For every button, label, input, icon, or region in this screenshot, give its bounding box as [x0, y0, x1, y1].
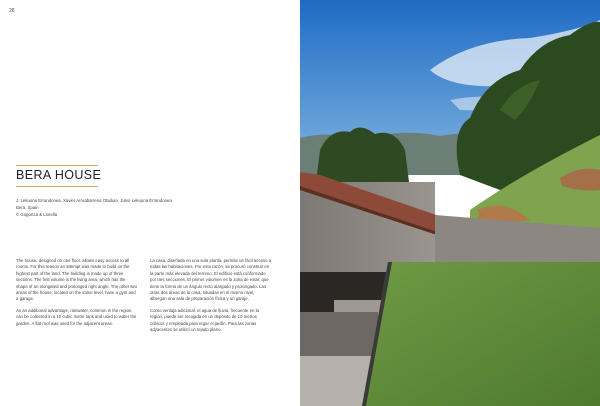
english-paragraph: As an additional advantage, rainwater, common in the region, can be collected in a 10 cubic metre tank and used to water the garden. A flat roof was used for the adjacent areas. [16, 307, 137, 326]
credits-block [16, 197, 172, 218]
spanish-text-column [150, 258, 272, 338]
project-title: BERA HOUSE [16, 168, 102, 182]
architects-credit: J. Lekuona Errandonea, Xavier Arruabarrena Otaduia, Julen Lekuona Errandonea [16, 198, 172, 203]
photographer-credit: © Gogortza & Llorella [16, 212, 58, 217]
title-rule-bottom [16, 186, 98, 187]
page-number: 28 [9, 8, 15, 14]
title-rule-top [16, 165, 98, 166]
spanish-paragraph: Como ventaja adicional, el agua de lluvia, frecuente en la región, puede ser recogida en un depósito de 10 metros cúbicos y empleada para regar el jardín. Para las zonas adyacentes se utilizó un tejado plano. [150, 307, 259, 333]
spanish-paragraph: La casa, diseñada en una sola planta, permite un fácil acceso a todas las habitaciones. Por esta razón, se procuró construir en la parte más elevada del terreno. El edificio está conformado por tres secciones. El primer volumen es la zona de estar, que tiene la forma de un ángulo recto alargado y prolongado. Las otras dos áreas de la casa, situadas en el mismo nivel, albergan una sala de preparación física y un garaje. [150, 258, 272, 302]
house-photo-illustration [300, 0, 600, 406]
english-paragraph: The house, designed on one floor, allows easy access to all rooms. For this reason an attempt was made to build on the highest part of the land. The building is made up of three sections. The first volume is the living area, which has the shape of an elongated and prolonged right angle. The other two areas of the house, located on the same level, have a gym and a garage. [16, 258, 138, 302]
green-roof [362, 262, 600, 406]
english-text-column [16, 258, 138, 332]
house-photo [300, 0, 600, 406]
location-credit: Bera, Spain [16, 205, 39, 210]
